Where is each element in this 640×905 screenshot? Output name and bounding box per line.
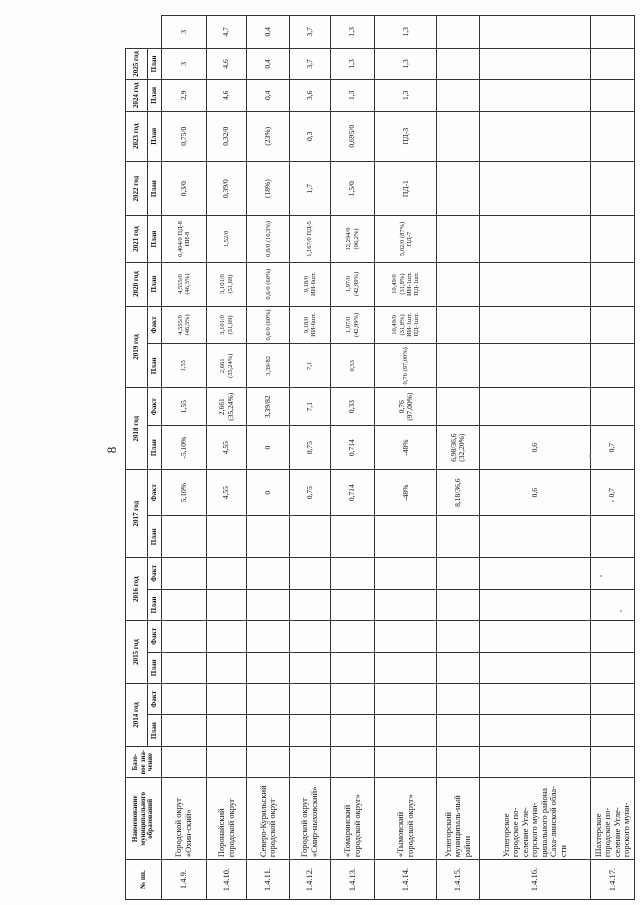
- value-cell: [480, 652, 591, 683]
- scan-speck: [620, 610, 622, 612]
- table-row: [162, 16, 207, 900]
- value-cell: [437, 388, 480, 426]
- value-cell: [480, 344, 591, 388]
- row-number: 1.4.14.: [375, 860, 437, 900]
- value-cell: [437, 48, 480, 79]
- value-cell: 0,33: [330, 344, 375, 388]
- base-value-cell: [480, 746, 591, 777]
- indicator-table: [125, 15, 635, 900]
- value-cell: [480, 684, 591, 715]
- value-cell: [591, 621, 635, 652]
- value-cell: [162, 621, 207, 652]
- value-cell: [290, 621, 331, 652]
- value-cell: 1,3: [375, 16, 437, 49]
- row-number: 1.4.15.: [437, 860, 480, 900]
- table-header: [126, 16, 162, 900]
- value-cell: 5,02/0 (87%) ПД-7: [375, 216, 437, 262]
- value-cell: 3,101/0 (51,69): [206, 306, 247, 344]
- value-cell: [437, 111, 480, 161]
- value-cell: [437, 621, 480, 652]
- value-cell: [437, 306, 480, 344]
- header-fact: Факт: [148, 470, 162, 516]
- value-cell: 0,7: [591, 426, 635, 470]
- value-cell: 9,18/0 ИИ-6шт.: [290, 306, 331, 344]
- base-value-cell: [330, 746, 375, 777]
- value-cell: 0,6: [480, 470, 591, 516]
- value-cell: [591, 161, 635, 216]
- header-plan: План: [148, 516, 162, 558]
- base-value-cell: [162, 746, 207, 777]
- header-year-2016: 2016 год: [126, 558, 148, 621]
- value-cell: [437, 652, 480, 683]
- value-cell: [375, 589, 437, 620]
- value-cell: [437, 262, 480, 306]
- value-cell: [375, 652, 437, 683]
- value-cell: [591, 652, 635, 683]
- value-cell: [480, 16, 591, 49]
- value-cell: [375, 715, 437, 746]
- value-cell: [591, 111, 635, 161]
- value-cell: 0,4: [247, 16, 290, 49]
- value-cell: [247, 516, 290, 558]
- value-cell: [591, 16, 635, 49]
- base-value-cell: [591, 746, 635, 777]
- municipality-name: Углегорский муниципаль-ный район: [437, 778, 480, 860]
- value-cell: 0,39/0: [206, 161, 247, 216]
- value-cell: 1,5/0: [330, 161, 375, 216]
- value-cell: [480, 715, 591, 746]
- header-no: № пп.: [126, 860, 162, 900]
- header-year-2025: 2025 год: [126, 48, 148, 79]
- value-cell: [480, 161, 591, 216]
- value-cell: [206, 652, 247, 683]
- value-cell: 3,39/82: [247, 344, 290, 388]
- value-cell: [437, 516, 480, 558]
- value-cell: [206, 621, 247, 652]
- value-cell: [290, 652, 331, 683]
- row-number: 1.4.12.: [290, 860, 331, 900]
- value-cell: 4,55: [206, 470, 247, 516]
- value-cell: 7,1: [290, 344, 331, 388]
- value-cell: [330, 589, 375, 620]
- value-cell: [437, 589, 480, 620]
- value-cell: 10,49/0 (31,8%) ИИ-1шт. ПД-1шт.: [375, 262, 437, 306]
- table-row: [290, 16, 331, 900]
- table-row: [330, 16, 375, 900]
- row-number: 1.4.9.: [162, 860, 207, 900]
- value-cell: (18%): [247, 161, 290, 216]
- value-cell: 3,7: [290, 48, 331, 79]
- value-cell: [206, 589, 247, 620]
- value-cell: [480, 111, 591, 161]
- value-cell: [591, 306, 635, 344]
- value-cell: 1,3: [375, 48, 437, 79]
- value-cell: [591, 216, 635, 262]
- header-plan: План: [148, 426, 162, 470]
- value-cell: [480, 262, 591, 306]
- municipality-name: «Томаринский городской округ»: [330, 778, 375, 860]
- value-cell: 1,52/0: [206, 216, 247, 262]
- value-cell: 3,101/0 (51,69): [206, 262, 247, 306]
- value-cell: 1,97/0 (42,99%): [330, 306, 375, 344]
- base-value-cell: [206, 746, 247, 777]
- value-cell: [247, 558, 290, 589]
- value-cell: [437, 715, 480, 746]
- value-cell: [330, 516, 375, 558]
- header-plan: План: [148, 589, 162, 620]
- value-cell: [375, 558, 437, 589]
- value-cell: 3: [162, 16, 207, 49]
- value-cell: [480, 589, 591, 620]
- municipality-name: «Тымовский городской округ»: [375, 778, 437, 860]
- value-cell: [162, 684, 207, 715]
- value-cell: [375, 516, 437, 558]
- municipality-name: Городской округ «Охин-ский»: [162, 778, 207, 860]
- header-year-2015: 2015 год: [126, 621, 148, 684]
- value-cell: 1,97/0 (42,99%): [330, 262, 375, 306]
- value-cell: [591, 388, 635, 426]
- value-cell: 0,714: [330, 470, 375, 516]
- header-fact: Факт: [148, 684, 162, 715]
- row-number: 1.4.13.: [330, 860, 375, 900]
- table-row: [480, 16, 591, 900]
- base-value-cell: [290, 746, 331, 777]
- value-cell: [330, 684, 375, 715]
- value-cell: 0,6: [480, 426, 591, 470]
- row-number: 1.4.10.: [206, 860, 247, 900]
- value-cell: [480, 306, 591, 344]
- table-body: [162, 16, 635, 900]
- value-cell: 2,661 (35,24%): [206, 344, 247, 388]
- value-cell: 0,3/0: [162, 161, 207, 216]
- value-cell: 12,294/0 (96,2%): [330, 216, 375, 262]
- value-cell: [247, 621, 290, 652]
- header-year-2017: 2017 год: [126, 470, 148, 558]
- value-cell: [206, 516, 247, 558]
- header-year-2018: 2018 год: [126, 388, 148, 470]
- base-value-cell: [247, 746, 290, 777]
- value-cell: 1,3: [330, 16, 375, 49]
- value-cell: [480, 80, 591, 111]
- value-cell: [591, 684, 635, 715]
- value-cell: 0,4: [247, 48, 290, 79]
- value-cell: [480, 388, 591, 426]
- value-cell: 1,167/0 ПД-5: [290, 216, 331, 262]
- value-cell: 1,3: [330, 80, 375, 111]
- value-cell: 0,714: [330, 426, 375, 470]
- header-fact: Факт: [148, 621, 162, 652]
- value-cell: 2,661 (35,24%): [206, 388, 247, 426]
- municipality-name: Городской округ «Смир-ныховский»: [290, 778, 331, 860]
- value-cell: 3,39/82: [247, 388, 290, 426]
- value-cell: [437, 80, 480, 111]
- value-cell: 0: [247, 470, 290, 516]
- value-cell: [206, 715, 247, 746]
- value-cell: 0,3: [290, 111, 331, 161]
- value-cell: 0,404/0 ПД-8 ИИ-8: [162, 216, 207, 262]
- row-number: 1.4.11.: [247, 860, 290, 900]
- value-cell: 3,6: [290, 80, 331, 111]
- value-cell: [290, 558, 331, 589]
- value-cell: 4,555/0 (46,3%): [162, 306, 207, 344]
- value-cell: [330, 621, 375, 652]
- value-cell: -48%: [375, 426, 437, 470]
- value-cell: 10,49/0 (31,8%) ИИ-1шт. ПД-1шт.: [375, 306, 437, 344]
- value-cell: 0,32/0: [206, 111, 247, 161]
- header-year-2021: 2021 год: [126, 216, 148, 262]
- row-number: 1.4.16.: [480, 860, 591, 900]
- base-value-cell: [375, 746, 437, 777]
- value-cell: [480, 558, 591, 589]
- value-cell: 4,6: [206, 48, 247, 79]
- header-year-2020: 2020 год: [126, 262, 148, 306]
- value-cell: [162, 715, 207, 746]
- value-cell: [591, 80, 635, 111]
- header-name: Наименование муниципального образований: [126, 778, 162, 860]
- value-cell: 0,6/0 (60%): [247, 306, 290, 344]
- value-cell: [591, 715, 635, 746]
- header-year-2022: 2022 год: [126, 161, 148, 216]
- header-plan: План: [148, 652, 162, 683]
- value-cell: (23%): [247, 111, 290, 161]
- municipality-name: Поронайский городской округ: [206, 778, 247, 860]
- value-cell: -5,10%: [162, 426, 207, 470]
- header-plan: План: [148, 111, 162, 161]
- value-cell: [437, 684, 480, 715]
- value-cell: [247, 684, 290, 715]
- header-plan: План: [148, 161, 162, 216]
- value-cell: [375, 684, 437, 715]
- value-cell: 0,76 (97,00%): [375, 388, 437, 426]
- value-cell: 0,6/0 (60%): [247, 262, 290, 306]
- value-cell: [162, 516, 207, 558]
- value-cell: [437, 344, 480, 388]
- header-plan: План: [148, 344, 162, 388]
- header-fact: Факт: [148, 388, 162, 426]
- header-plan: План: [148, 715, 162, 746]
- value-cell: [330, 715, 375, 746]
- value-cell: [480, 216, 591, 262]
- value-cell: 3,7: [290, 16, 331, 49]
- value-cell: [437, 161, 480, 216]
- table-row: [375, 16, 437, 900]
- value-cell: 0,33: [330, 388, 375, 426]
- value-cell: 9,18/0 ИИ-6шт.: [290, 262, 331, 306]
- header-plan: План: [148, 262, 162, 306]
- value-cell: 0,75: [290, 426, 331, 470]
- value-cell: 0,7: [591, 470, 635, 516]
- value-cell: 1,7: [290, 161, 331, 216]
- value-cell: ПД-1: [375, 161, 437, 216]
- header-base: Базо-вое зна-чение: [126, 746, 162, 777]
- value-cell: 7,1: [290, 388, 331, 426]
- value-cell: [206, 684, 247, 715]
- value-cell: 3: [162, 48, 207, 79]
- value-cell: [162, 652, 207, 683]
- value-cell: [290, 684, 331, 715]
- value-cell: [162, 558, 207, 589]
- header-fact: Факт: [148, 306, 162, 344]
- value-cell: [591, 558, 635, 589]
- value-cell: 2,9: [162, 80, 207, 111]
- value-cell: 6,98/36,6 (32,20%): [437, 426, 480, 470]
- value-cell: 4,55: [206, 426, 247, 470]
- value-cell: 1,55: [162, 344, 207, 388]
- header-fact: Факт: [148, 558, 162, 589]
- value-cell: 0,75/0: [162, 111, 207, 161]
- value-cell: ПД-3: [375, 111, 437, 161]
- value-cell: [330, 652, 375, 683]
- header-plan: План: [148, 80, 162, 111]
- value-cell: 5,10%: [162, 470, 207, 516]
- value-cell: [591, 262, 635, 306]
- municipality-name: Углегорское городское по-селение Угле-горского муни-ципального района Саха-линской обла-сти: [480, 778, 591, 860]
- value-cell: 0,76 (97,00%): [375, 344, 437, 388]
- header-plan: План: [148, 48, 162, 79]
- value-cell: 0,695/0: [330, 111, 375, 161]
- value-cell: 8,18/36,6: [437, 470, 480, 516]
- row-number: 1.4.17.: [591, 860, 635, 900]
- value-cell: [247, 589, 290, 620]
- value-cell: 4,6: [206, 80, 247, 111]
- header-year-2024: 2024 год: [126, 80, 148, 111]
- scan-speck: [600, 575, 602, 577]
- value-cell: [330, 558, 375, 589]
- value-cell: [375, 621, 437, 652]
- value-cell: [162, 589, 207, 620]
- value-cell: 0: [247, 426, 290, 470]
- scan-speck: [612, 500, 614, 502]
- municipality-name: Шахтерское городское по-селение Угле-горского муни-: [591, 778, 635, 860]
- page-number: 8: [104, 446, 119, 454]
- table-row: [437, 16, 480, 900]
- value-cell: [591, 344, 635, 388]
- value-cell: [480, 516, 591, 558]
- value-cell: -48%: [375, 470, 437, 516]
- table-row: [247, 16, 290, 900]
- header-year-2019: 2019 год: [126, 306, 148, 388]
- value-cell: [591, 589, 635, 620]
- value-cell: [290, 516, 331, 558]
- value-cell: [247, 652, 290, 683]
- value-cell: [437, 216, 480, 262]
- value-cell: [437, 16, 480, 49]
- table-row: [591, 16, 635, 900]
- value-cell: [591, 48, 635, 79]
- table-row: [206, 16, 247, 900]
- header-year-2023: 2023 год: [126, 111, 148, 161]
- value-cell: [437, 558, 480, 589]
- value-cell: [480, 621, 591, 652]
- header-plan: План: [148, 216, 162, 262]
- value-cell: [591, 516, 635, 558]
- scan-speck: [589, 455, 591, 457]
- municipality-name: Северо-Курильский городской округ: [247, 778, 290, 860]
- value-cell: 1,3: [375, 80, 437, 111]
- value-cell: 1,3: [330, 48, 375, 79]
- value-cell: [206, 558, 247, 589]
- value-cell: [290, 589, 331, 620]
- value-cell: 1,55: [162, 388, 207, 426]
- value-cell: 0,4: [247, 80, 290, 111]
- base-value-cell: [437, 746, 480, 777]
- header-year-2014: 2014 год: [126, 684, 148, 747]
- value-cell: [480, 48, 591, 79]
- value-cell: 4,555/0 (46,3%): [162, 262, 207, 306]
- value-cell: 0,8/0 (16,3%): [247, 216, 290, 262]
- rotated-table-wrapper: [125, 15, 635, 900]
- value-cell: [290, 715, 331, 746]
- value-cell: [247, 715, 290, 746]
- value-cell: 4,7: [206, 16, 247, 49]
- value-cell: 0,75: [290, 470, 331, 516]
